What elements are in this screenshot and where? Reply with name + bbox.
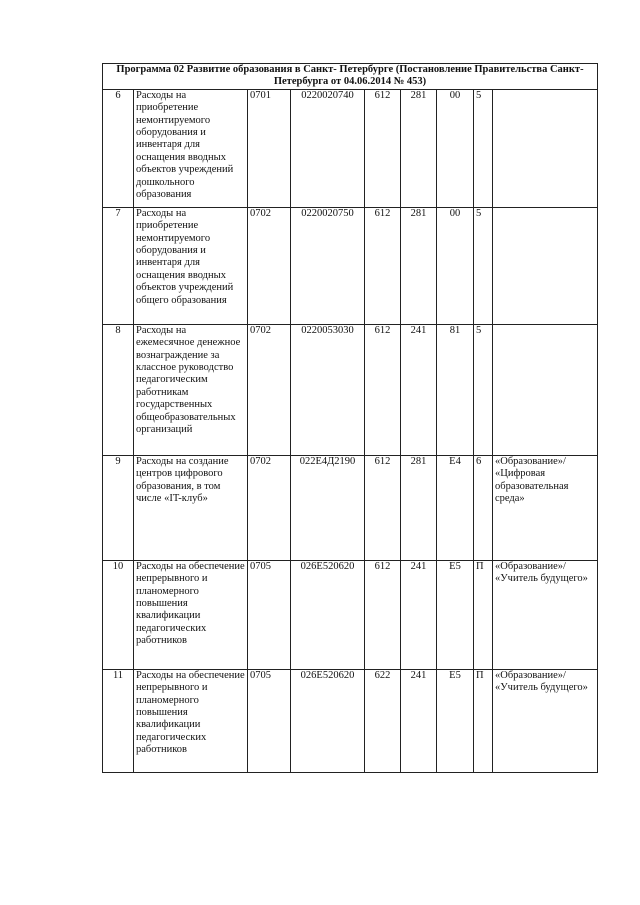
row-section-code: 0702	[248, 455, 291, 560]
row-target-code: 026Е520620	[291, 560, 365, 669]
row-category: П	[474, 669, 493, 772]
table-body	[103, 89, 598, 772]
row-expense-type: 612	[365, 324, 401, 455]
row-subcode: 81	[437, 324, 474, 455]
row-target-code: 0220020740	[291, 89, 365, 207]
program-header-row	[103, 64, 598, 90]
table-row	[103, 89, 598, 207]
row-expense-type: 612	[365, 560, 401, 669]
row-project: «Образование»/ «Учитель будущего»	[493, 669, 598, 772]
row-subcode: Е4	[437, 455, 474, 560]
row-category: П	[474, 560, 493, 669]
row-section-code: 0701	[248, 89, 291, 207]
table-row	[103, 560, 598, 669]
row-kosgu-code: 241	[401, 669, 437, 772]
row-description: Расходы на обеспечение непрерывного и планомерного повышения квалификации педагогических работников	[134, 560, 248, 669]
row-project: «Образование»/ «Цифровая образовательная среда»	[493, 455, 598, 560]
row-description: Расходы на приобретение немонтируемого оборудования и инвентаря для оснащения вводных объектов учреждений общего образования	[134, 207, 248, 324]
row-description: Расходы на создание центров цифрового образования, в том числе «IT-клуб»	[134, 455, 248, 560]
row-section-code: 0702	[248, 207, 291, 324]
row-target-code: 0220020750	[291, 207, 365, 324]
table-row	[103, 207, 598, 324]
row-kosgu-code: 281	[401, 455, 437, 560]
row-kosgu-code: 241	[401, 560, 437, 669]
row-section-code: 0705	[248, 560, 291, 669]
row-expense-type: 612	[365, 89, 401, 207]
row-kosgu-code: 281	[401, 207, 437, 324]
row-number: 6	[103, 89, 134, 207]
row-project	[493, 324, 598, 455]
program-title: Программа 02 Развитие образования в Санкт- Петербурге (Постановление Правительства Санкт- Петербурга от 04.06.2014 № 453)	[103, 64, 598, 90]
row-project	[493, 207, 598, 324]
table-row	[103, 455, 598, 560]
row-category: 5	[474, 324, 493, 455]
row-description: Расходы на приобретение немонтируемого оборудования и инвентаря для оснащения вводных объектов учреждений дошкольного образования	[134, 89, 248, 207]
row-category: 5	[474, 207, 493, 324]
row-kosgu-code: 281	[401, 89, 437, 207]
row-number: 10	[103, 560, 134, 669]
row-subcode: Е5	[437, 560, 474, 669]
row-category: 5	[474, 89, 493, 207]
row-expense-type: 612	[365, 207, 401, 324]
row-number: 7	[103, 207, 134, 324]
row-number: 9	[103, 455, 134, 560]
row-project	[493, 89, 598, 207]
row-section-code: 0705	[248, 669, 291, 772]
row-number: 11	[103, 669, 134, 772]
row-subcode: Е5	[437, 669, 474, 772]
row-section-code: 0702	[248, 324, 291, 455]
row-target-code: 022Е4Д2190	[291, 455, 365, 560]
row-kosgu-code: 241	[401, 324, 437, 455]
row-category: 6	[474, 455, 493, 560]
row-description: Расходы на обеспечение непрерывного и планомерного повышения квалификации педагогических работников	[134, 669, 248, 772]
budget-table	[102, 63, 598, 773]
row-number: 8	[103, 324, 134, 455]
table-row	[103, 324, 598, 455]
row-expense-type: 612	[365, 455, 401, 560]
row-project: «Образование»/ «Учитель будущего»	[493, 560, 598, 669]
row-description: Расходы на ежемесячное денежное вознаграждение за классное руководство педагогическим работникам государственных общеобразовательных организаций	[134, 324, 248, 455]
row-target-code: 0220053030	[291, 324, 365, 455]
row-expense-type: 622	[365, 669, 401, 772]
row-target-code: 026Е520620	[291, 669, 365, 772]
row-subcode: 00	[437, 89, 474, 207]
table-row	[103, 669, 598, 772]
row-subcode: 00	[437, 207, 474, 324]
